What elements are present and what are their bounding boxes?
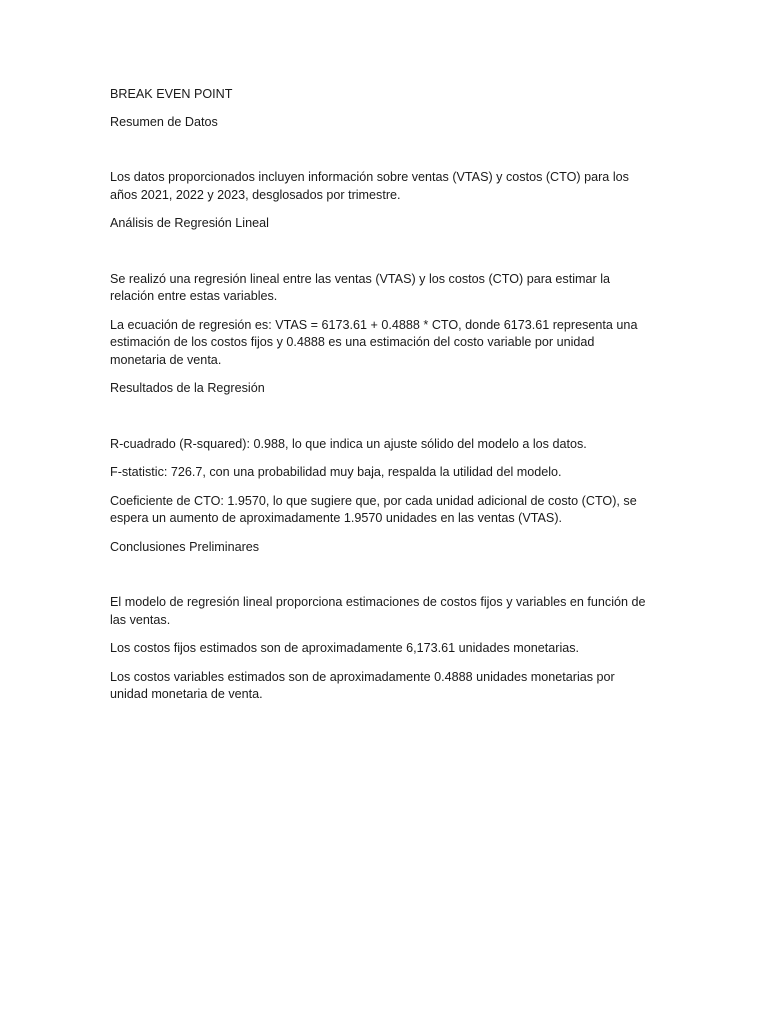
section-heading-resumen: Resumen de Datos xyxy=(110,114,218,129)
paragraph: Coeficiente de CTO: 1.9570, lo que sugiere que, por cada unidad adicional de costo (CTO), se espera un aumento de aproximadamente 1.9570 unidades en las ventas (VTAS). xyxy=(110,493,637,525)
spacer xyxy=(110,142,650,169)
paragraph: El modelo de regresión lineal proporciona estimaciones de costos fijos y variables en función de las ventas. xyxy=(110,595,646,627)
spacer xyxy=(110,409,650,436)
section-heading-analisis: Análisis de Regresión Lineal xyxy=(110,216,269,230)
paragraph: R-cuadrado (R-squared): 0.988, lo que indica un ajuste sólido del modelo a los datos. xyxy=(110,436,587,451)
paragraph: Los costos variables estimados son de aproximadamente 0.4888 unidades monetarias por unidad monetaria de venta. xyxy=(110,669,615,701)
spacer xyxy=(110,244,650,271)
paragraph: La ecuación de regresión es: VTAS = 6173.61 + 0.4888 * CTO, donde 6173.61 representa una estimación de los costos fijos y 0.4888 es una estimación del costo variable por unidad monetaria de venta. xyxy=(110,317,638,367)
document-title: BREAK EVEN POINT xyxy=(110,87,233,101)
section-heading-resultados: Resultados de la Regresión xyxy=(110,381,265,395)
spacer xyxy=(110,567,650,594)
paragraph: Se realizó una regresión lineal entre las ventas (VTAS) y los costos (CTO) para estimar la relación entre estas variables. xyxy=(110,271,610,303)
paragraph: Los costos fijos estimados son de aproximadamente 6,173.61 unidades monetarias. xyxy=(110,641,580,655)
paragraph: Los datos proporcionados incluyen información sobre ventas (VTAS) y costos (CTO) para los años 2021, 2022 y 2023, desglosados por trimestre. xyxy=(110,170,629,202)
paragraph: F-statistic: 726.7, con una probabilidad muy baja, respalda la utilidad del modelo. xyxy=(110,465,562,479)
document-page xyxy=(110,86,650,715)
section-heading-conclusiones: Conclusiones Preliminares xyxy=(110,539,260,554)
